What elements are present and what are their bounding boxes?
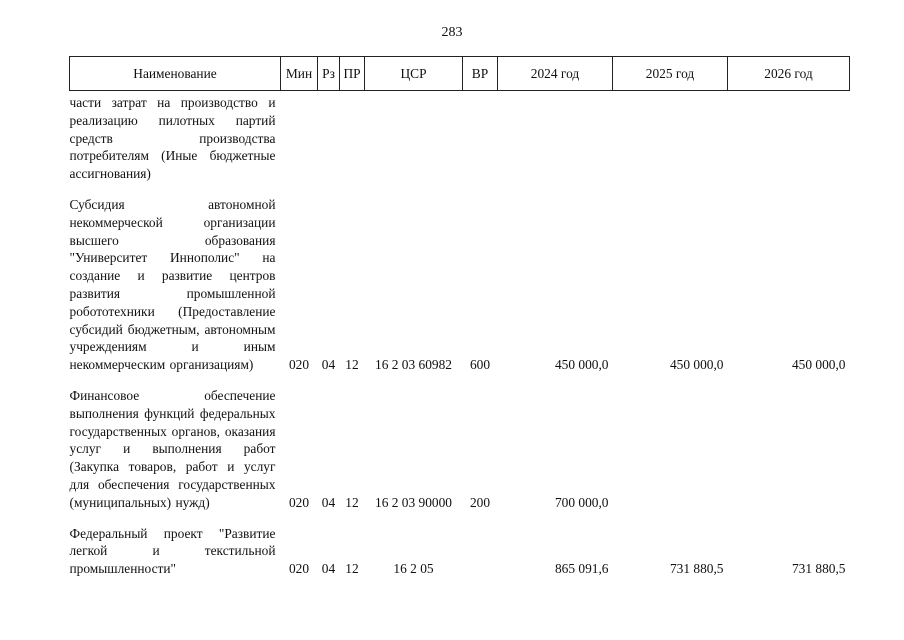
header-vr: ВР — [463, 57, 498, 91]
header-2026: 2026 год — [728, 57, 850, 91]
header-2024: 2024 год — [498, 57, 613, 91]
row-2026 — [728, 374, 850, 512]
row-2025: 450 000,0 — [669, 357, 724, 373]
header-min: Мин — [281, 57, 318, 91]
row-csr — [365, 91, 463, 183]
row-name: Федеральный проект "Развитие легкой и текстильной промышленности" — [69, 525, 276, 577]
row-2024: 865 091,6 — [554, 561, 609, 577]
row-rz: 04 — [321, 561, 336, 577]
row-2026: 731 880,5 — [791, 561, 846, 577]
row-min: 020 — [288, 494, 310, 510]
row-csr: 16 2 03 90000 — [375, 494, 452, 510]
row-min: 020 — [288, 561, 310, 577]
table-row — [70, 183, 850, 374]
row-vr — [463, 91, 498, 183]
row-2025 — [613, 91, 728, 183]
header-pr: ПР — [340, 57, 365, 91]
row-vr — [463, 512, 498, 578]
row-2025: 731 880,5 — [669, 561, 724, 577]
row-2024: 700 000,0 — [554, 494, 609, 510]
header-rz: Рз — [318, 57, 340, 91]
budget-table — [69, 56, 850, 578]
row-2026: 450 000,0 — [791, 357, 846, 373]
row-name: Субсидия автономной некоммерческой организации высшего образования "Университет Иннополис" на создание и развитие центров развития промышленной робототехники (Предоставление субсидий бюджетным, автономным учреждениям и иным некоммерческим организациям) — [69, 196, 276, 373]
table-row — [70, 374, 850, 512]
page-number: 283 — [441, 25, 463, 40]
row-rz — [318, 91, 340, 183]
row-name: части затрат на производство и реализацию пилотных партий средств производства потребителям (Иные бюджетные ассигнования) — [69, 95, 276, 182]
table-row — [70, 512, 850, 578]
row-2024: 450 000,0 — [554, 357, 609, 373]
row-csr: 16 2 05 — [393, 561, 434, 577]
header-name: Наименование — [70, 57, 281, 91]
row-pr — [340, 91, 365, 183]
row-2026 — [728, 91, 850, 183]
row-csr: 16 2 03 60982 — [375, 357, 452, 373]
table-row — [70, 91, 850, 183]
row-pr: 12 — [345, 561, 359, 577]
row-rz: 04 — [321, 494, 336, 510]
row-name: Финансовое обеспечение выполнения функций федеральных государственных органов, оказания услуг и выполнения работ (Закупка товаров, работ и услуг для обеспечения государственных (муниципальных) нужд) — [69, 387, 276, 510]
header-row — [70, 57, 850, 91]
row-rz: 04 — [321, 357, 336, 373]
row-vr: 200 — [469, 494, 491, 510]
header-csr: ЦСР — [365, 57, 463, 91]
row-min — [281, 91, 318, 183]
row-2024 — [498, 91, 613, 183]
row-pr: 12 — [345, 494, 359, 510]
row-min: 020 — [288, 357, 310, 373]
row-vr: 600 — [469, 357, 491, 373]
row-pr: 12 — [345, 357, 359, 373]
row-2025 — [613, 374, 728, 512]
header-2025: 2025 год — [613, 57, 728, 91]
